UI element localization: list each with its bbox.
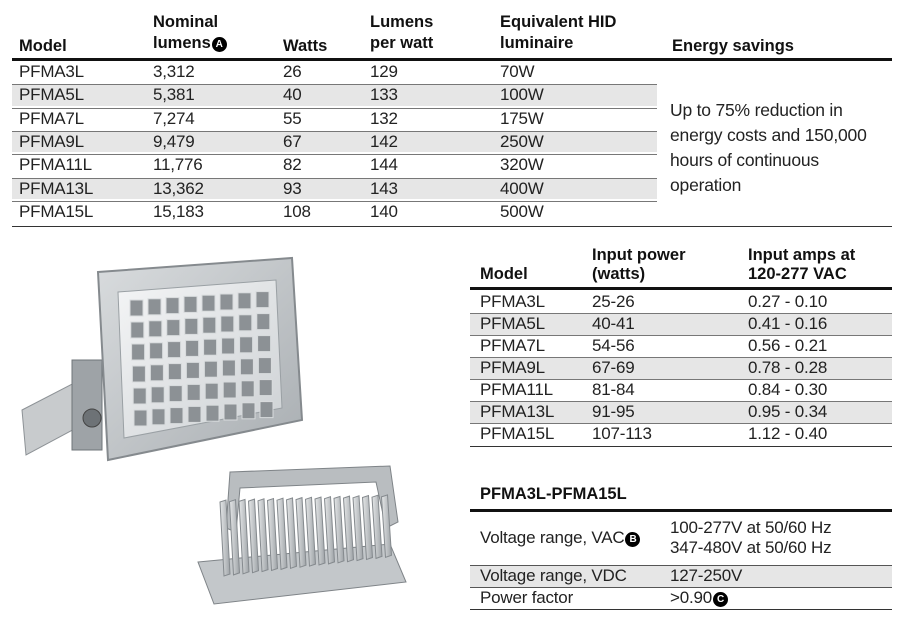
cell-power: 25-26 <box>592 292 635 311</box>
led-icon <box>186 362 199 378</box>
voltage-vdc-value: 127-250V <box>670 566 743 585</box>
cell-power: 91-95 <box>592 402 635 421</box>
led-icon <box>257 314 270 330</box>
table-row <box>470 402 892 423</box>
led-icon <box>170 408 183 424</box>
led-icon <box>168 342 181 358</box>
header-nominal-line1: Nominal <box>153 13 219 31</box>
led-icon <box>166 298 179 314</box>
header-lumens-per-watt <box>370 14 433 52</box>
led-icon <box>202 295 215 311</box>
table-row <box>12 109 657 130</box>
led-icon <box>221 316 234 332</box>
bottom-rule <box>470 609 892 610</box>
cell-lumens: 7,274 <box>153 108 195 128</box>
savings-line: energy costs and 150,000 <box>670 125 867 145</box>
led-icon <box>205 383 218 399</box>
cell-model: PFMA5L <box>19 85 84 105</box>
table-row <box>470 314 892 335</box>
table-row <box>470 336 892 357</box>
savings-line: operation <box>670 175 742 195</box>
led-icon <box>203 317 216 333</box>
header-watts: Watts <box>283 37 328 55</box>
led-icon <box>239 315 252 331</box>
led-icon <box>256 292 269 308</box>
cell-amps: 0.84 - 0.30 <box>748 380 828 399</box>
cell-model: PFMA15L <box>19 201 94 221</box>
row-rule <box>470 335 892 336</box>
spec-table <box>12 0 892 230</box>
led-icon <box>186 340 199 356</box>
led-icon <box>149 321 162 337</box>
cell-lpw: 140 <box>370 201 398 221</box>
cell-model: PFMA3L <box>19 62 84 81</box>
voltage-vdc-label: Voltage range, VDC <box>480 566 627 585</box>
cell-amps: 0.41 - 0.16 <box>748 314 828 333</box>
electrical-table <box>470 240 892 450</box>
table-row <box>12 132 657 153</box>
savings-line: Up to 75% reduction in <box>670 100 843 120</box>
cell-hid: 400W <box>500 178 544 198</box>
header-hid-line2: luminaire <box>500 34 574 52</box>
cell-watts: 40 <box>283 85 302 105</box>
row-rule <box>470 357 892 358</box>
table-row <box>470 358 892 379</box>
led-icon <box>131 322 144 338</box>
cell-lumens: 13,362 <box>153 178 204 198</box>
cell-amps: 0.56 - 0.21 <box>748 336 828 355</box>
cell-lumens: 11,776 <box>153 155 203 175</box>
led-icon <box>258 358 271 374</box>
header-rule <box>470 287 892 290</box>
voltage-vac-values <box>670 518 831 558</box>
cell-hid: 250W <box>500 131 544 151</box>
cell-watts: 26 <box>283 62 302 81</box>
led-icon <box>133 388 146 404</box>
led-icon <box>188 406 201 422</box>
footnote-a-badge: A <box>212 37 227 52</box>
led-icon <box>224 404 237 420</box>
header-nominal-lumens <box>153 14 227 52</box>
header-energy-savings: Energy savings <box>672 37 794 55</box>
cell-lpw: 132 <box>370 108 398 128</box>
cell-power: 107-113 <box>592 424 652 443</box>
cell-hid: 500W <box>500 201 544 221</box>
footnote-b-badge: B <box>625 532 640 547</box>
cell-lpw: 133 <box>370 85 398 105</box>
header-power-line1: Input power <box>592 246 686 264</box>
led-icon <box>220 294 233 310</box>
led-icon <box>204 339 217 355</box>
bottom-rule <box>12 226 892 227</box>
voltage-vac-label: Voltage range, VAC B <box>480 528 640 548</box>
led-icon <box>151 387 164 403</box>
header-model: Model <box>19 37 67 55</box>
cell-lumens: 3,312 <box>153 62 195 81</box>
cell-model: PFMA3L <box>480 292 545 311</box>
led-icon <box>240 337 253 353</box>
cell-lpw: 129 <box>370 62 398 81</box>
voltage-vdc-row <box>470 566 892 587</box>
led-icon <box>132 344 145 360</box>
cell-lpw: 144 <box>370 155 398 175</box>
cell-model: PFMA13L <box>19 178 94 198</box>
table-row <box>12 85 657 106</box>
led-icon <box>258 336 271 352</box>
cell-amps: 0.27 - 0.10 <box>748 292 828 311</box>
row-rule <box>12 201 657 202</box>
floodlight-front-image <box>20 250 320 480</box>
voltage-table <box>470 480 892 612</box>
cell-amps: 1.12 - 0.40 <box>748 424 828 443</box>
led-icon <box>130 300 143 316</box>
cell-model: PFMA11L <box>480 380 553 399</box>
table-row <box>470 380 892 401</box>
cell-lpw: 142 <box>370 131 398 151</box>
header-amps-line1: Input amps at <box>748 246 856 264</box>
power-factor-label: Power factor <box>480 588 574 607</box>
led-icon <box>238 293 251 309</box>
cell-amps: 0.95 - 0.34 <box>748 402 828 421</box>
header-lpw-line2: per watt <box>370 34 434 52</box>
cell-hid: 175W <box>500 108 544 128</box>
cell-amps: 0.78 - 0.28 <box>748 358 828 377</box>
cell-hid: 70W <box>500 62 535 81</box>
led-icon <box>150 343 163 359</box>
table-row <box>12 179 657 200</box>
voltage-table-title: PFMA3L-PFMA15L <box>480 485 627 503</box>
cell-lpw: 143 <box>370 178 398 198</box>
row-rule <box>470 379 892 380</box>
savings-line: hours of continuous <box>670 150 819 170</box>
cell-power: 54-56 <box>592 336 635 355</box>
led-icon <box>259 380 272 396</box>
table-row <box>12 62 657 83</box>
cell-hid: 100W <box>500 85 544 105</box>
cell-watts: 108 <box>283 201 311 221</box>
led-icon <box>150 365 163 381</box>
led-icon <box>132 366 145 382</box>
energy-savings-text <box>670 98 867 198</box>
header-equivalent-hid <box>500 14 616 52</box>
table-row <box>470 292 892 313</box>
led-icon <box>204 361 217 377</box>
led-icon <box>240 359 253 375</box>
cell-model: PFMA11L <box>19 155 92 175</box>
row-rule <box>470 423 892 424</box>
cell-lumens: 15,183 <box>153 201 204 221</box>
led-icon <box>185 318 198 334</box>
cell-power: 67-69 <box>592 358 635 377</box>
cell-watts: 67 <box>283 131 302 151</box>
table-row <box>12 155 657 176</box>
bottom-rule <box>470 446 892 447</box>
led-icon <box>222 338 235 354</box>
cell-watts: 82 <box>283 155 302 175</box>
cell-model: PFMA9L <box>480 358 545 377</box>
led-icon <box>206 405 219 421</box>
cell-model: PFMA15L <box>480 424 555 443</box>
led-icon <box>222 360 235 376</box>
row-rule <box>470 313 892 314</box>
led-icon <box>148 299 161 315</box>
led-icon <box>168 364 181 380</box>
header-model: Model <box>480 265 528 283</box>
row-rule <box>12 131 657 132</box>
cell-hid: 320W <box>500 155 544 175</box>
power-factor-value: >0.90 C <box>670 588 728 608</box>
led-icon <box>167 320 180 336</box>
power-factor-row <box>470 588 892 609</box>
cell-model: PFMA7L <box>480 336 545 355</box>
row-rule <box>470 401 892 402</box>
header-lpw-line1: Lumens <box>370 13 434 31</box>
cell-power: 40-41 <box>592 314 635 333</box>
led-icon <box>169 386 182 402</box>
led-icon <box>260 402 273 418</box>
cell-watts: 93 <box>283 178 302 198</box>
cell-model: PFMA13L <box>480 402 555 421</box>
header-power-line2: (watts) <box>592 265 646 283</box>
header-hid-line1: Equivalent HID <box>500 13 617 31</box>
led-icon <box>241 381 254 397</box>
row-rule <box>12 178 657 179</box>
header-input-power <box>592 247 686 283</box>
header-nominal-line2: lumens <box>153 34 211 52</box>
voltage-vac-value: 100-277V at 50/60 Hz <box>670 518 832 537</box>
table-row <box>470 424 892 445</box>
voltage-vac-value: 347-480V at 50/60 Hz <box>670 538 832 557</box>
led-icon <box>184 296 197 312</box>
header-amps-line2: 120-277 VAC <box>748 265 847 283</box>
row-rule <box>12 108 657 109</box>
header-rule <box>12 58 892 61</box>
cell-model: PFMA5L <box>480 314 545 333</box>
table-row <box>12 202 657 223</box>
cell-model: PFMA9L <box>19 131 84 151</box>
cell-model: PFMA7L <box>19 108 84 128</box>
floodlight-back-image <box>190 462 420 612</box>
voltage-vac-row <box>470 512 892 564</box>
led-icon <box>242 403 255 419</box>
led-icon <box>152 409 165 425</box>
cell-power: 81-84 <box>592 380 635 399</box>
header-input-amps <box>748 247 855 283</box>
led-icon <box>134 410 147 426</box>
cell-lumens: 9,479 <box>153 131 195 151</box>
led-icon <box>223 382 236 398</box>
row-rule <box>12 154 657 155</box>
led-icon <box>187 384 200 400</box>
cell-lumens: 5,381 <box>153 85 195 105</box>
cell-watts: 55 <box>283 108 302 128</box>
footnote-c-badge: C <box>713 592 728 607</box>
row-rule <box>12 84 657 85</box>
